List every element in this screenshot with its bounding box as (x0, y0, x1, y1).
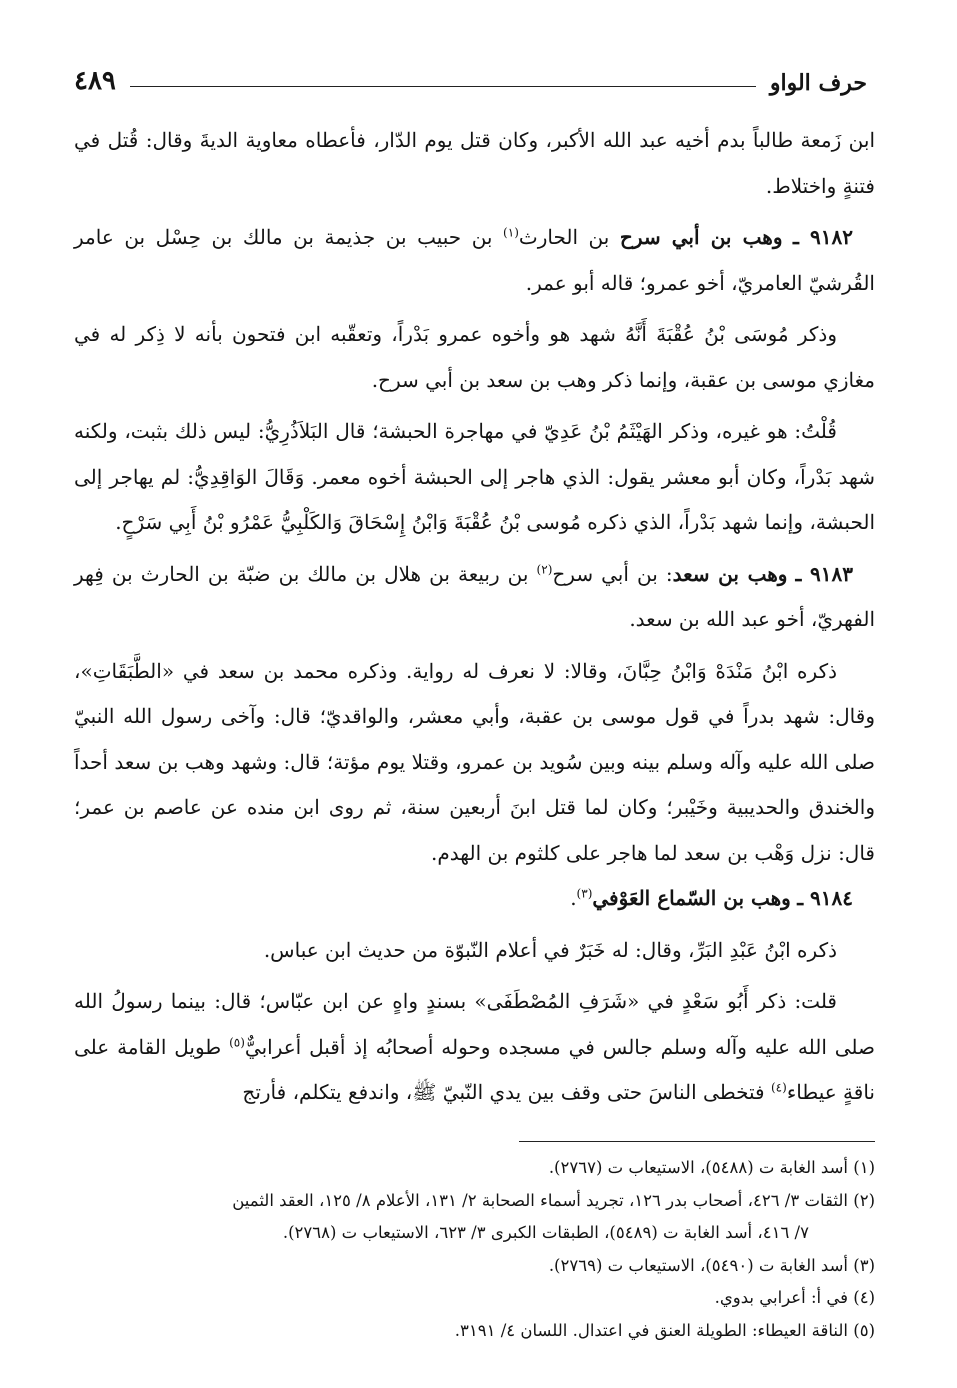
footnote-2: (٢) الثقات ٣/ ٤٢٦، أصحاب بدر ١٢٦، تجريد أسماء الصحابة ٢/ ١٣١، الأعلام ٨/ ١٢٥، العقد الثمين (232, 1190, 875, 1210)
entry-number: ٩١٨٢ ـ (793, 225, 854, 249)
footnote-4: (٤) في أ: أعرابي بدوي. (714, 1288, 875, 1307)
footnote-ref[interactable]: (١) (503, 225, 519, 240)
entry-text: بن ربيعة بن هلال بن مالك بن ضبّة بن الحارث بن فِهر الفهريّ، أخو عبد الله بن سعد. (74, 561, 875, 631)
entry-name: وهب بن السّماع العَوْفي (592, 886, 791, 910)
entry-number: ٩١٨٤ ـ (797, 886, 853, 910)
entry-end: . (570, 886, 577, 910)
entry-name: وهب بن سعد (672, 561, 788, 586)
page-body (74, 118, 875, 1116)
chapter-title: حرف الواو (769, 70, 867, 96)
footnotes (74, 1152, 875, 1347)
header-rule (130, 86, 756, 87)
footnote-ref[interactable]: (٣) (576, 886, 593, 901)
footnote-1: (١) أسد الغابة ت (٥٤٨٨)، الاستيعاب ت (٢٧٦٧). (548, 1158, 875, 1177)
paragraph-text: قلت: ذكر أَبُو سَعْدٍ في «شَرَفِ المُصْطَفَى» بسندٍ واهٍ عن ابن عبّاس؛ قال: بينما رسولُ الله صلى الله عليه وآله وسلم جالس في مسجده وحوله أصحابُه إذ أقبل أعرابيٌّ (74, 989, 876, 1059)
entry-text: : بن أبي سرح (552, 561, 673, 586)
paragraph-text: طويل القامة على ناقةٍ عيطاء (74, 1034, 875, 1104)
footnote-ref[interactable]: (٥) (229, 1034, 245, 1049)
paragraph-continuation: ابن زَمعة طالباً بدم أخيه عبد الله الأكبر، وكان قتل يوم الدّار، فأعطاه معاوية الديةَ وقال: قُتل في فتنةٍ واختلاط. (74, 128, 875, 198)
entry-9183 (74, 552, 875, 643)
entry-9182 (74, 215, 875, 306)
paragraph-text: فتخطى الناسَ حتى وقف بين يدي النّبيّ ﷺ، واندفع يتكلم، فأرتج (242, 1080, 765, 1104)
entry-9184 (74, 876, 875, 922)
footnote-ref[interactable]: (٢) (536, 561, 553, 576)
entry-name: وهب بن أبي سرح (619, 225, 783, 249)
paragraph (74, 979, 875, 1116)
paragraph: قُلْتُ: هو غيره، وذكر الهَيْثَمُ بْنُ عَدِيّ في مهاجرة الحبشة؛ قال البَلاَذُرِيُّ: ليس ذلك بثبت، ولكنه شهد بَدْراً، وكان أبو معشر يقول: الذي هاجر إلى الحبشة أخوه معمر. وَقَالَ الوَاقِدِيُّ: لم يهاجر إلى الحبشة، وإنما شهد بَدْراً، الذي ذكره مُوسى بْنُ عُقْبَةَ وَابْنُ إِسْحَاقَ وَالكَلْبِيُّ عَمْرُو بْنُ أَبِي سَرْحٍ. (74, 419, 875, 534)
page-header (74, 62, 867, 96)
footnote-5: (٥) الناقة العيطاء: الطويلة العنق في اعتدال. اللسان ٤/ ٣١٩١. (454, 1320, 875, 1340)
page-number: ٤٨٩ (74, 66, 116, 96)
paragraph: وذكر مُوسَى بْنُ عُقْبَةَ أَنَّهُ شهد هو وأخوه عمرو بَدْراً، وتعقّبه ابن فتحون بأنه لا ذِكر له في مغازي موسى بن عقبة، وإنما ذكر وهب بن سعد بن أبي سرح. (74, 322, 875, 392)
footnote-3: (٣) أسد الغابة ت (٥٤٩٠)، الاستيعاب ت (٢٧٦٩). (548, 1255, 875, 1275)
footnote-ref[interactable]: (٤) (770, 1080, 787, 1095)
footnote-separator (519, 1141, 875, 1142)
paragraph: ذكره ابْنُ مَنْدَهْ وَابْنُ حِبَّانَ، وقالا: لا نعرف له رواية. وذكره محمد بن سعد في «الطَّبَقَاتِ»، وقال: شهد بدراً في قول موسى بن عقبة، وأبي معشر، والواقديّ؛ قال: وآخى رسول الله النبيّ صلى الله عليه وآله وسلم بينه وبين سُويد بن عمرو، وقتلا يوم مؤتة؛ قال: وشهد وهب بن سعد أحداً والخندق والحديبية وخَيْبر؛ وكان لما قتل ابنَ أربعين سنة، ثم روى ابن منده عن عاصم بن عمر؛ قال: نزل وَهْب بن سعد لما هاجر على كلثوم بن الهدم. (74, 658, 875, 865)
entry-text: بن حبيب بن جذيمة بن مالك بن حِسْل بن عامر القُرشيّ العامريّ، أخو عمرو؛ قاله أبو عمر. (74, 225, 875, 295)
entry-text: بن الحارث (518, 225, 610, 249)
paragraph: ذكره ابْنُ عَبْدِ البَرِّ، وقال: له خَبَرٌ في أعلام النّبوّة من حديث ابن عباس. (263, 937, 837, 962)
entry-number: ٩١٨٣ ـ (795, 561, 854, 586)
footnote-2-continued: ٧/ ٤١٦، أسد الغابة ت (٥٤٨٩)، الطبقات الكبرى ٣/ ٦٢٣، الاستيعاب ت (٢٧٦٨). (282, 1223, 809, 1242)
